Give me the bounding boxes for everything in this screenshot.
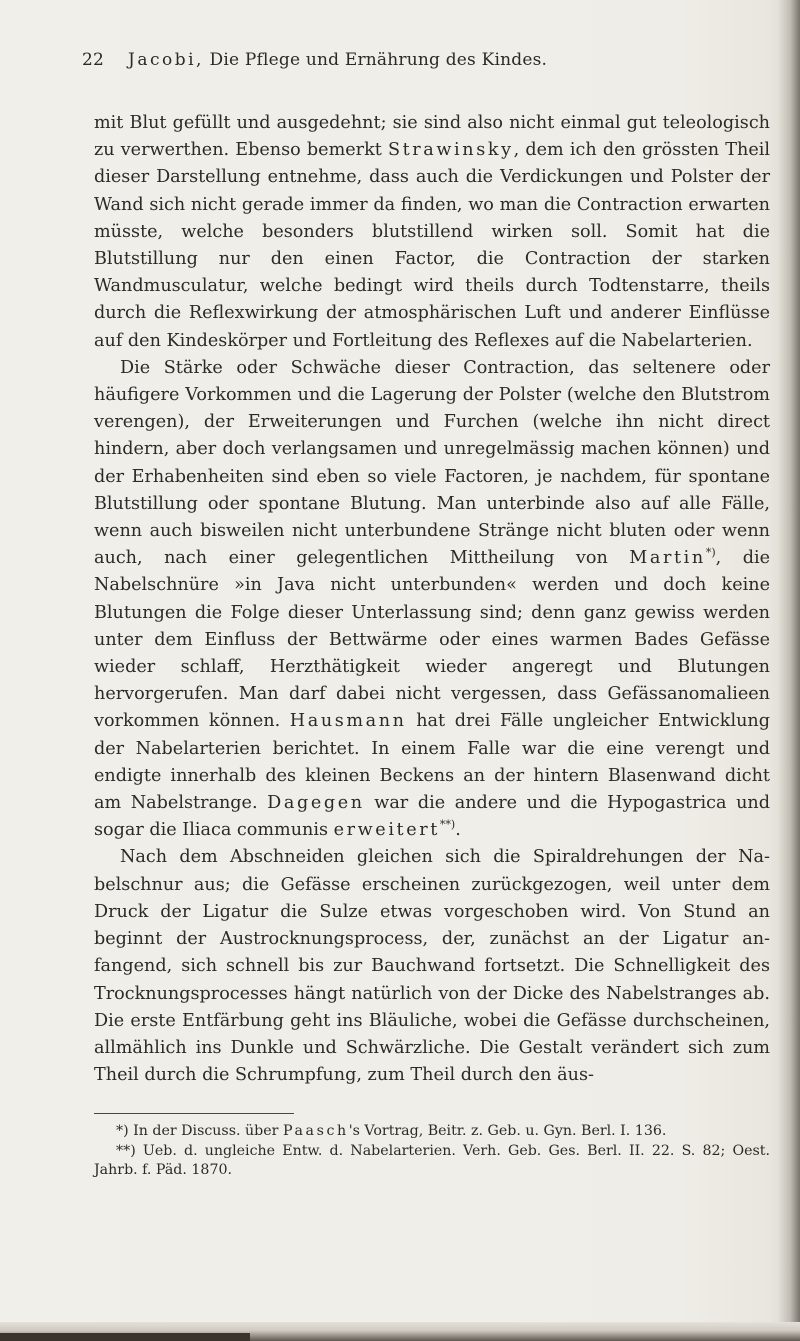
- spaced-name: Paasch: [282, 1123, 349, 1139]
- paragraph-3: [94, 844, 770, 1089]
- text-run: **) Ueb. d. ungleiche Entw. d. Nabelarterien. Verh. Geb. Ges. Berl. II. 22. S. 82; Oest. Jahrb. f. Päd. 1870.: [94, 1142, 770, 1178]
- paragraph-1: [94, 110, 770, 355]
- spaced-name: Martin: [629, 548, 706, 569]
- spaced-name: Hausmann: [289, 711, 407, 732]
- footnote-marker: **): [439, 818, 456, 832]
- text-run: Die Stärke oder Schwäche dieser Contraction, das seltenere oder häufigere Vorkommen und die Lagerung der Polster (welche den Blutstrom verengen), der Erweiterungen und Furchen (welche ihn nicht direct hindern, aber doch verlangsamen und unregelmässig machen können) und der Erhabenheiten sind eben so viele Factoren, je nachdem, für spontane Blutstillung oder spontane Blutung. Man unterbinde also auf alle Fälle, wenn auch bisweilen nicht unterbundene Stränge nicht bluten oder wenn auch, nach einer gelegentlichen Mittheilung von: [94, 357, 770, 569]
- running-head: [128, 50, 547, 70]
- footnote-2: [94, 1142, 770, 1181]
- running-head-author: Jacobi,: [128, 50, 204, 70]
- spaced-name: erweitert: [333, 820, 440, 841]
- text-run: , dem ich den grössten Theil dieser Darstellung entnehme, dass auch die Verdickungen und Polster der Wand sich nicht gerade immer da finden, wo man die Contraction erwarten müsste, welche besonders blutstillend wirken soll. Somit hat die Blutstillung nur den einen Factor, die Contraction der starken Wandmusculatur, welche bedingt wird theils durch Todtenstarre, theils durch die Reflexwirkung der atmosphärischen Luft und anderer Einflüsse auf den Kindeskörper und Fortleitung des Reflexes auf die Nabelarterien.: [94, 140, 770, 351]
- footnote-rule: [94, 1113, 294, 1114]
- footnote-marker: *): [705, 546, 716, 560]
- page-number: 22: [82, 50, 105, 70]
- running-head-title: Die Pflege und Ernährung des Kindes.: [209, 50, 548, 70]
- footnote-1: [94, 1122, 770, 1142]
- binding-shadow: [778, 0, 800, 1341]
- running-header: [82, 50, 772, 78]
- text-run: 's Vortrag, Beitr. z. Geb. u. Gyn. Berl. I. 136.: [348, 1123, 667, 1139]
- page-bottom-bar: [0, 1333, 250, 1341]
- text-run: *) In der Discuss. über: [116, 1123, 283, 1139]
- spaced-name: Strawinsky: [387, 140, 514, 161]
- text-run: hat drei Fälle ungleicher Entwicklung der Nabelarterien berichtet. In einem Falle war die eine verengt und endigte innerhalb des kleinen Beckens an der hintern Blasenwand dicht am Nabelstrange.: [94, 711, 771, 814]
- body-text: [94, 110, 770, 1089]
- spaced-name: Dagegen: [267, 793, 365, 814]
- text-run: war die andere und die Hypogastrica und sogar die Iliaca communis: [94, 793, 770, 841]
- footnotes: [94, 1122, 770, 1181]
- paragraph-2: [94, 355, 770, 845]
- text-run: , die Nabelschnüre »in Java nicht unterbunden« werden und doch keine Blutungen die Folge dieser Unterlassung sind; denn ganz gewiss werden unter dem Einfluss der Bettwärme oder eines warmen Bades Gefässe wieder schlaff, Herzthätigkeit wieder angeregt und Blutungen hervorgerufen. Man darf dabei nicht vergessen, dass Gefässanomalieen vorkommen können.: [94, 548, 770, 732]
- text-run: .: [455, 820, 461, 841]
- text-run: mit Blut gefüllt und ausgedehnt; sie sind also nicht einmal gut teleologisch zu verwerthen. Ebenso bemerkt: [94, 113, 770, 161]
- text-run: Nach dem Abschneiden gleichen sich die Spiraldrehungen der Nabelschnur aus; die Gefässe erscheinen zurückgezogen, weil unter dem Druck der Ligatur die Sulze etwas vorgeschoben wird. Von Stund an beginnt der Austrocknungsprocess, der, zunächst an der Ligatur anfangend, sich schnell bis zur Bauchwand fortsetzt. Die Schnelligkeit des Trocknungsprocesses hängt natürlich von der Dicke des Nabelstranges ab. Die erste Entfärbung geht ins Bläuliche, wobei die Gefässe durchscheinen, allmählich ins Dunkle und Schwärzliche. Die Gestalt verändert sich zum Theil durch die Schrumpfung, zum Theil durch den äus-: [94, 847, 770, 1086]
